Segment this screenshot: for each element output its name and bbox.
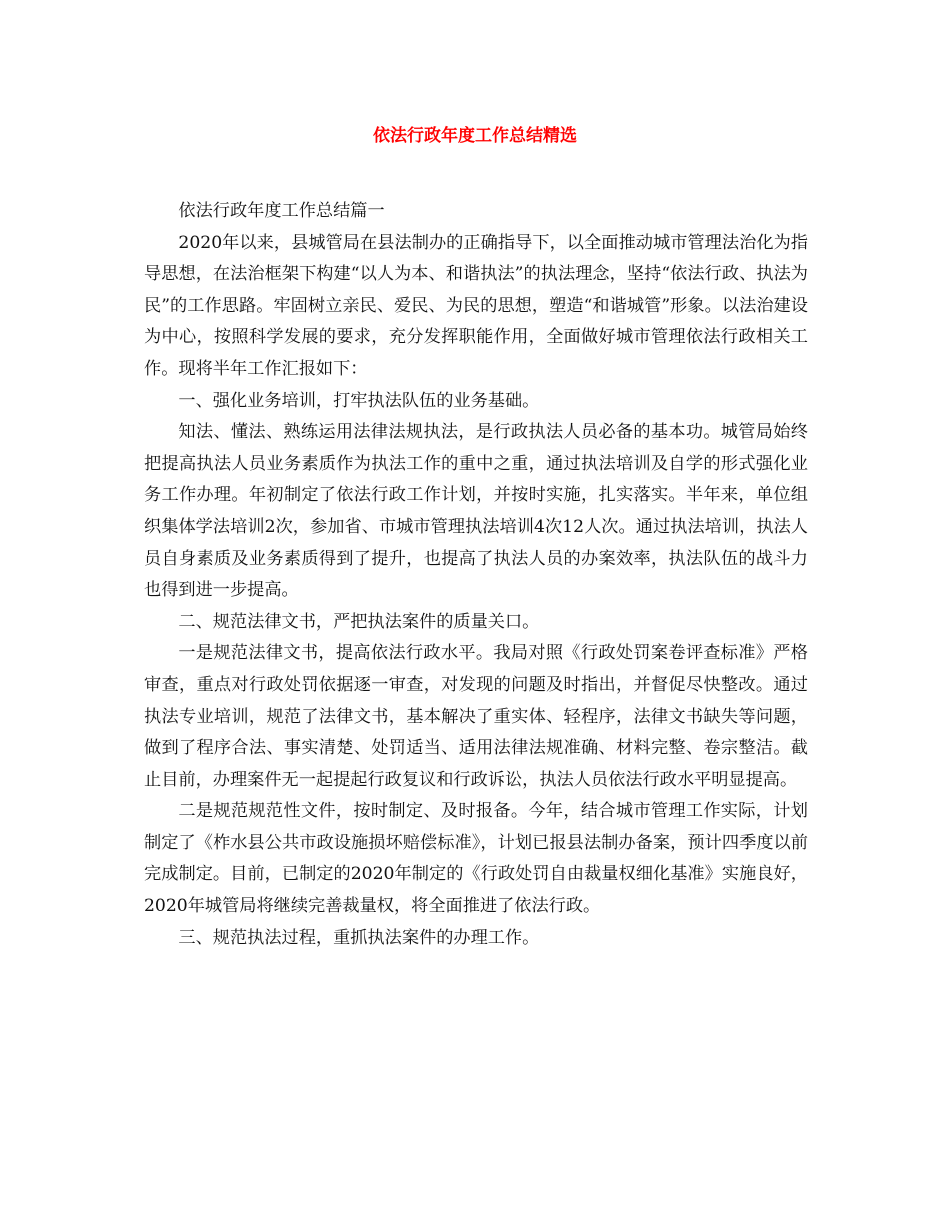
document-body: [144, 196, 808, 954]
document-title: 依法行政年度工作总结精选: [373, 126, 577, 146]
paragraph: 2020年以来，县城管局在县法制办的正确指导下，以全面推动城市管理法治化为指导思想，在法治框架下构建“以人为本、和谐执法”的执法理念，坚持“依法行政、执法为民”的工作思路。牢固树立亲民、爱民、为民的思想，塑造“和谐城管”形象。以法治建设为中心，按照科学发展的要求，充分发挥职能作用，全面做好城市管理依法行政相关工作。现将半年工作汇报如下：: [144, 232, 808, 379]
paragraph: 知法、懂法、熟练运用法律法规执法，是行政执法人员必备的基本功。城管局始终把提高执法人员业务素质作为执法工作的重中之重，通过执法培训及自学的形式强化业务工作办理。年初制定了依法行政工作计划，并按时实施，扎实落实。半年来，单位组织集体学法培训2次，参加省、市城市管理执法培训4次12人次。通过执法培训，执法人员自身素质及业务素质得到了提升，也提高了执法人员的办案效率，执法队伍的战斗力也得到进一步提高。: [144, 422, 808, 601]
section-heading: 依法行政年度工作总结篇一: [178, 201, 385, 221]
section-heading: 一、强化业务培训，打牢执法队伍的业务基础。: [178, 390, 540, 411]
paragraph: 二是规范规范性文件，按时制定、及时报备。今年，结合城市管理工作实际，计划制定了《柞水县公共市政设施损坏赔偿标准》，计划已报县法制办备案，预计四季度以前完成制定。目前，已制定的2020年制定的《行政处罚自由裁量权细化基准》实施良好，2020年城管局将继续完善裁量权，将全面推进了依法行政。: [144, 801, 808, 917]
section-heading: 三、规范执法过程，重抓执法案件的办理工作。: [178, 927, 540, 948]
paragraph: 一是规范法律文书，提高依法行政水平。我局对照《行政处罚案卷评查标准》严格审查，重点对行政处罚依据逐一审查，对发现的问题及时指出，并督促尽快整改。通过执法专业培训，规范了法律文书，基本解决了重实体、轻程序，法律文书缺失等问题，做到了程序合法、事实清楚、处罚适当、适用法律法规准确、材料完整、卷宗整洁。截止目前，办理案件无一起提起行政复议和行政诉讼，执法人员依法行政水平明显提高。: [144, 643, 808, 790]
section-heading: 二、规范法律文书，严把执法案件的质量关口。: [178, 611, 540, 632]
